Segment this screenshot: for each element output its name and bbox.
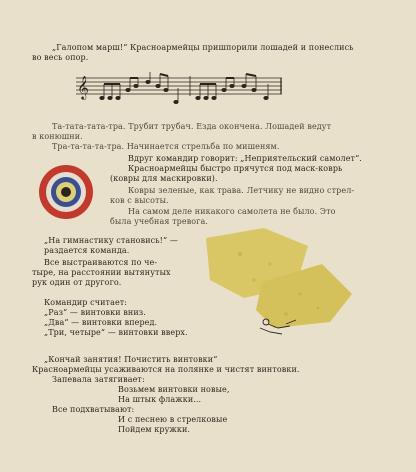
- text-line: (ковры для маскировки).: [110, 174, 218, 183]
- text-line: Красноармейцы быстро прячутся под маск-коврь: [128, 164, 343, 173]
- text-line: На самом деле никакого самолета не было. Это: [128, 207, 336, 216]
- text-line: „Галопом марш!“ Красноармейцы пришпорили лошадей и понеслись: [52, 43, 354, 52]
- text-line: „Раз“ — винтовки вниз.: [44, 308, 146, 317]
- text-line: раздается команда.: [44, 246, 130, 255]
- text-line: в конюшни.: [32, 132, 83, 141]
- text-line: Командир считает:: [44, 298, 128, 307]
- music-staff: [76, 72, 282, 108]
- text-line: Вдруг командир говорит: „Неприятельский самолет“.: [128, 154, 362, 163]
- text-line: Возьмем винтовки новые,: [118, 385, 230, 394]
- text-line: тыре, на расстоянии вытянутых: [32, 268, 171, 277]
- text-line: Та-тата-тата-тра. Трубит трубач. Езда окончена. Лошадей ведут: [52, 122, 332, 131]
- text-line: Ковры зеленые, как трава. Летчику не видно стрел-: [128, 186, 355, 195]
- text-line: И с песнею в стрелковые: [118, 415, 228, 424]
- camouflage-mats-illustration: [200, 224, 356, 344]
- text-line: Пойдем кружки.: [118, 425, 191, 434]
- text-line: Тра-та-та-та-тра. Начинается стрельба по мишеням.: [52, 142, 280, 151]
- text-line: была учебная тревога.: [110, 217, 209, 226]
- text-line: Все выстраиваются по че-: [44, 258, 158, 267]
- text-line: Все подхватывают:: [52, 405, 135, 414]
- text-line: Красноармейцы усаживаются на полянке и чистят винтовки.: [32, 365, 300, 374]
- text-line: „Два“ — винтовки вперед.: [44, 318, 158, 327]
- text-line: На штык флажки...: [118, 395, 202, 404]
- text-line: „На гимнастику становись!“ —: [44, 236, 178, 245]
- target-illustration: [38, 164, 94, 220]
- text-line: во весь опор.: [32, 53, 89, 62]
- text-line: „Три, четыре“ — винтовки вверх.: [44, 328, 188, 337]
- text-line: „Кончай занятия! Почистить винтовки“: [44, 355, 218, 364]
- text-line: Запевала затягивает:: [52, 375, 145, 384]
- text-line: ков с высоты.: [110, 196, 169, 205]
- text-line: рук один от другого.: [32, 278, 122, 287]
- treble-clef-icon: 𝄞: [77, 75, 89, 99]
